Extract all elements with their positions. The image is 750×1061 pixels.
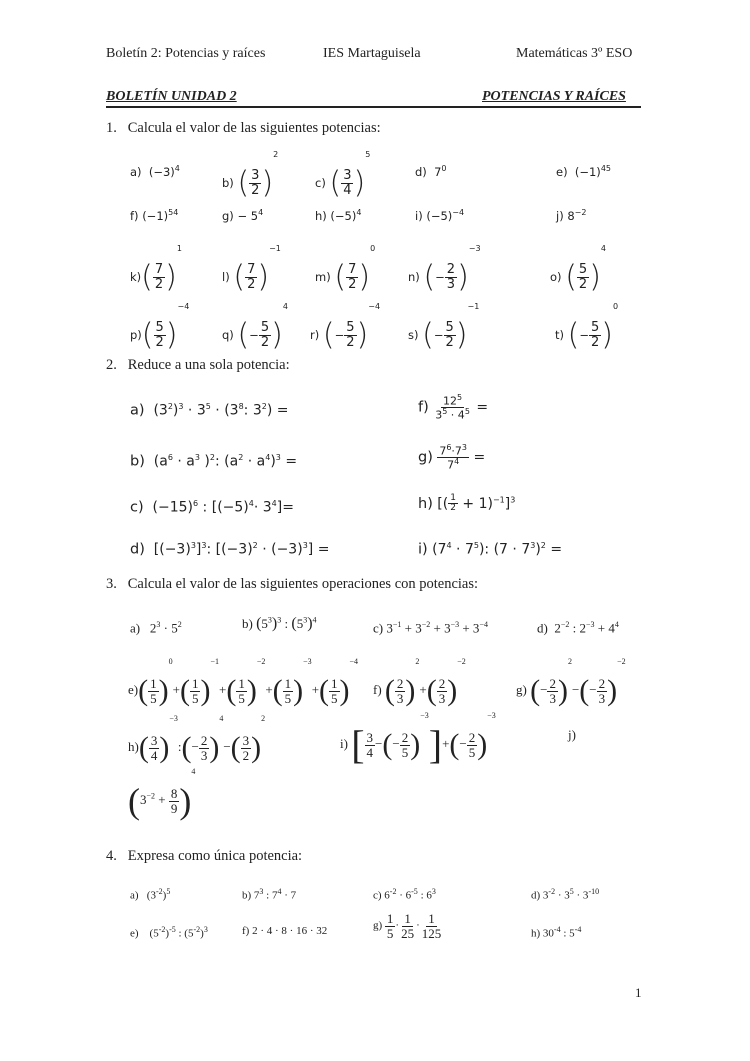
q1-r: r) (− $\frac{5}{2}$ )$^{-4}$ bbox=[310, 302, 381, 353]
q1-a: a) $(-3)^4$ bbox=[130, 164, 180, 179]
q4-g: g) $\frac{1}{5}$ · $\frac{1}{25}$ · $\frac{1}{125}$ bbox=[373, 911, 442, 941]
q1-j: j) $8^{-2}$ bbox=[556, 208, 587, 223]
q3-j-expr: ($3^{-2}$ + $\frac{8}{9}$ )$^4$ bbox=[128, 767, 196, 822]
q1-g: $g) - 5^4$ bbox=[222, 208, 264, 223]
q3-f: f) ( $\frac{2}{3}$ )$^2$+( $\frac{2}{3}$ )$^{-2}$ bbox=[373, 657, 466, 708]
header-center: IES Martaguisela bbox=[323, 46, 421, 61]
page-number: 1 bbox=[635, 985, 642, 1000]
q4-f: f) 2 · 4 · 8 · 16 · 32 bbox=[242, 925, 328, 937]
q3-e: e)( $\frac{1}{5}$ )$^0$+( $\frac{1}{5}$ )$^{-1}$+( $\frac{1}{5}$ )$^{-2}$+( $\frac{1}{5}$ )$^{-3}$+( $\frac{1}{5}$ )$^{-4}$ bbox=[128, 657, 359, 708]
q1-b: b) ( $\frac{3}{2}$ )$^2$ bbox=[222, 150, 279, 201]
q4-b: b) $7^3$ : $7^4 \cdot 7$ bbox=[242, 887, 297, 902]
q1-f: f) $(-1)^{54}$ bbox=[130, 208, 179, 223]
title-left: BOLETÍN UNIDAD 2 bbox=[106, 89, 237, 104]
q3-d: d) $2^{-2}$ : $2^{-3} + 4^4$ bbox=[537, 620, 619, 636]
q1-h: h) $(-5)^4$ bbox=[315, 208, 362, 223]
q3-i: i) [ $\frac{3}{4}$ −(− $\frac{2}{5}$ )$^{-3}$]+(− $\frac{2}{5}$ )$^{-3}$ bbox=[340, 711, 496, 768]
q1-t: t) (− $\frac{5}{2}$ )$^0$ bbox=[555, 302, 619, 353]
q4-e: e) $(5^{-2})^{-5}$ : $(5^{-2})^3$ bbox=[130, 925, 208, 940]
q4-c: c) $6^{-2} \cdot 6^{-5}$ : $6^3$ bbox=[373, 887, 436, 902]
q3-b: b) $(5^3)^3$ : $(5^3)^4$ bbox=[242, 615, 317, 632]
q2-c: c) $(-15)^6$ : $[(-5)^4\cdot 3^4]=$ bbox=[130, 499, 294, 516]
title-right: POTENCIAS Y RAÍCES bbox=[482, 89, 626, 104]
q2-d: d) $[(-3)^3]^3$: $[(-3)^2 \cdot (-3)^3]$ = bbox=[130, 541, 330, 558]
title-rule bbox=[106, 106, 641, 108]
q1-m: m) ( $\frac{7}{2}$ )$^0$ bbox=[315, 244, 376, 295]
q1-c: c) ( $\frac{3}{4}$ )$^5$ bbox=[315, 150, 371, 201]
q2-b: b) ($a^6 \cdot a^3$ )$^2$: $(a^2 \cdot a^4)^3$ = bbox=[130, 453, 298, 470]
q1-p: p)( $\frac{5}{2}$ )$^{-4}$ bbox=[130, 302, 190, 353]
q1-i: i) $(-5)^{-4}$ bbox=[415, 208, 465, 223]
q1-k: k)( $\frac{7}{2}$ )$^1$ bbox=[130, 244, 182, 295]
q3-j: j) bbox=[568, 727, 576, 742]
q4-h: h) $30^{-4}$ : $5^{-4}$ bbox=[531, 925, 582, 940]
q4-d: d) $3^{-2} \cdot 3^5 \cdot 3^{-10}$ bbox=[531, 887, 600, 902]
q2-a: a) $(3^2)^3 \cdot 3^5 \cdot (3^8$: $3^2$) = bbox=[130, 402, 289, 419]
q3-h: h)( $\frac{3}{4}$ )$^{-3}$:(− $\frac{2}{3}$ )$^4$−( $\frac{3}{2}$ )$^2$ bbox=[128, 714, 266, 765]
q3-heading: 3. Calcula el valor de las siguientes operaciones con potencias: bbox=[106, 576, 479, 592]
q3-a: a) $2^3 \cdot 5^2$ bbox=[130, 620, 182, 636]
q4-heading: 4. Expresa como única potencia: bbox=[106, 848, 303, 864]
q2-heading: 2. Reduce a una sola potencia: bbox=[106, 357, 290, 373]
q1-l: l) ( $\frac{7}{2}$ )$^{-1}$ bbox=[222, 244, 281, 295]
q3-g: g) (− $\frac{2}{3}$ )$^2$−(− $\frac{2}{3}$ )$^{-2}$ bbox=[516, 657, 626, 708]
q1-n: n) (− $\frac{2}{3}$ )$^{-3}$ bbox=[408, 244, 481, 295]
header-right: Matemáticas 3º ESO bbox=[516, 46, 633, 61]
q4-a: a) $(3^{-2})^5$ bbox=[130, 887, 171, 902]
q2-h: h) [( $\frac{1}{2}$ + 1)$^{-1}$]$^3$ bbox=[418, 493, 516, 514]
q2-f: f) $\frac{12^5}{3^5 \cdot 4^5}$ = bbox=[418, 393, 489, 422]
q2-g: g) $\frac{7^6\cdot 7^3}{7^4}$ = bbox=[418, 443, 486, 472]
q1-e: e) $(-1)^{45}$ bbox=[556, 164, 611, 179]
q1-o: o) ( $\frac{5}{2}$ )$^4$ bbox=[550, 244, 606, 295]
q1-heading: 1. Calcula el valor de las siguientes potencias: bbox=[106, 120, 381, 136]
q2-i: i) $(7^4 \cdot 7^5)$: $(7 \cdot 7^3)^2$ = bbox=[418, 541, 563, 558]
q1-s: s) (− $\frac{5}{2}$ )$^{-1}$ bbox=[408, 302, 480, 353]
header-left: Boletín 2: Potencias y raíces bbox=[106, 46, 266, 61]
q1-d: d) $7^0$ bbox=[415, 164, 447, 179]
q3-c: c) $3^{-1} + 3^{-2} + 3^{-3} + 3^{-4}$ bbox=[373, 620, 488, 636]
q1-q: q) (− $\frac{5}{2}$ )$^4$ bbox=[222, 302, 288, 353]
